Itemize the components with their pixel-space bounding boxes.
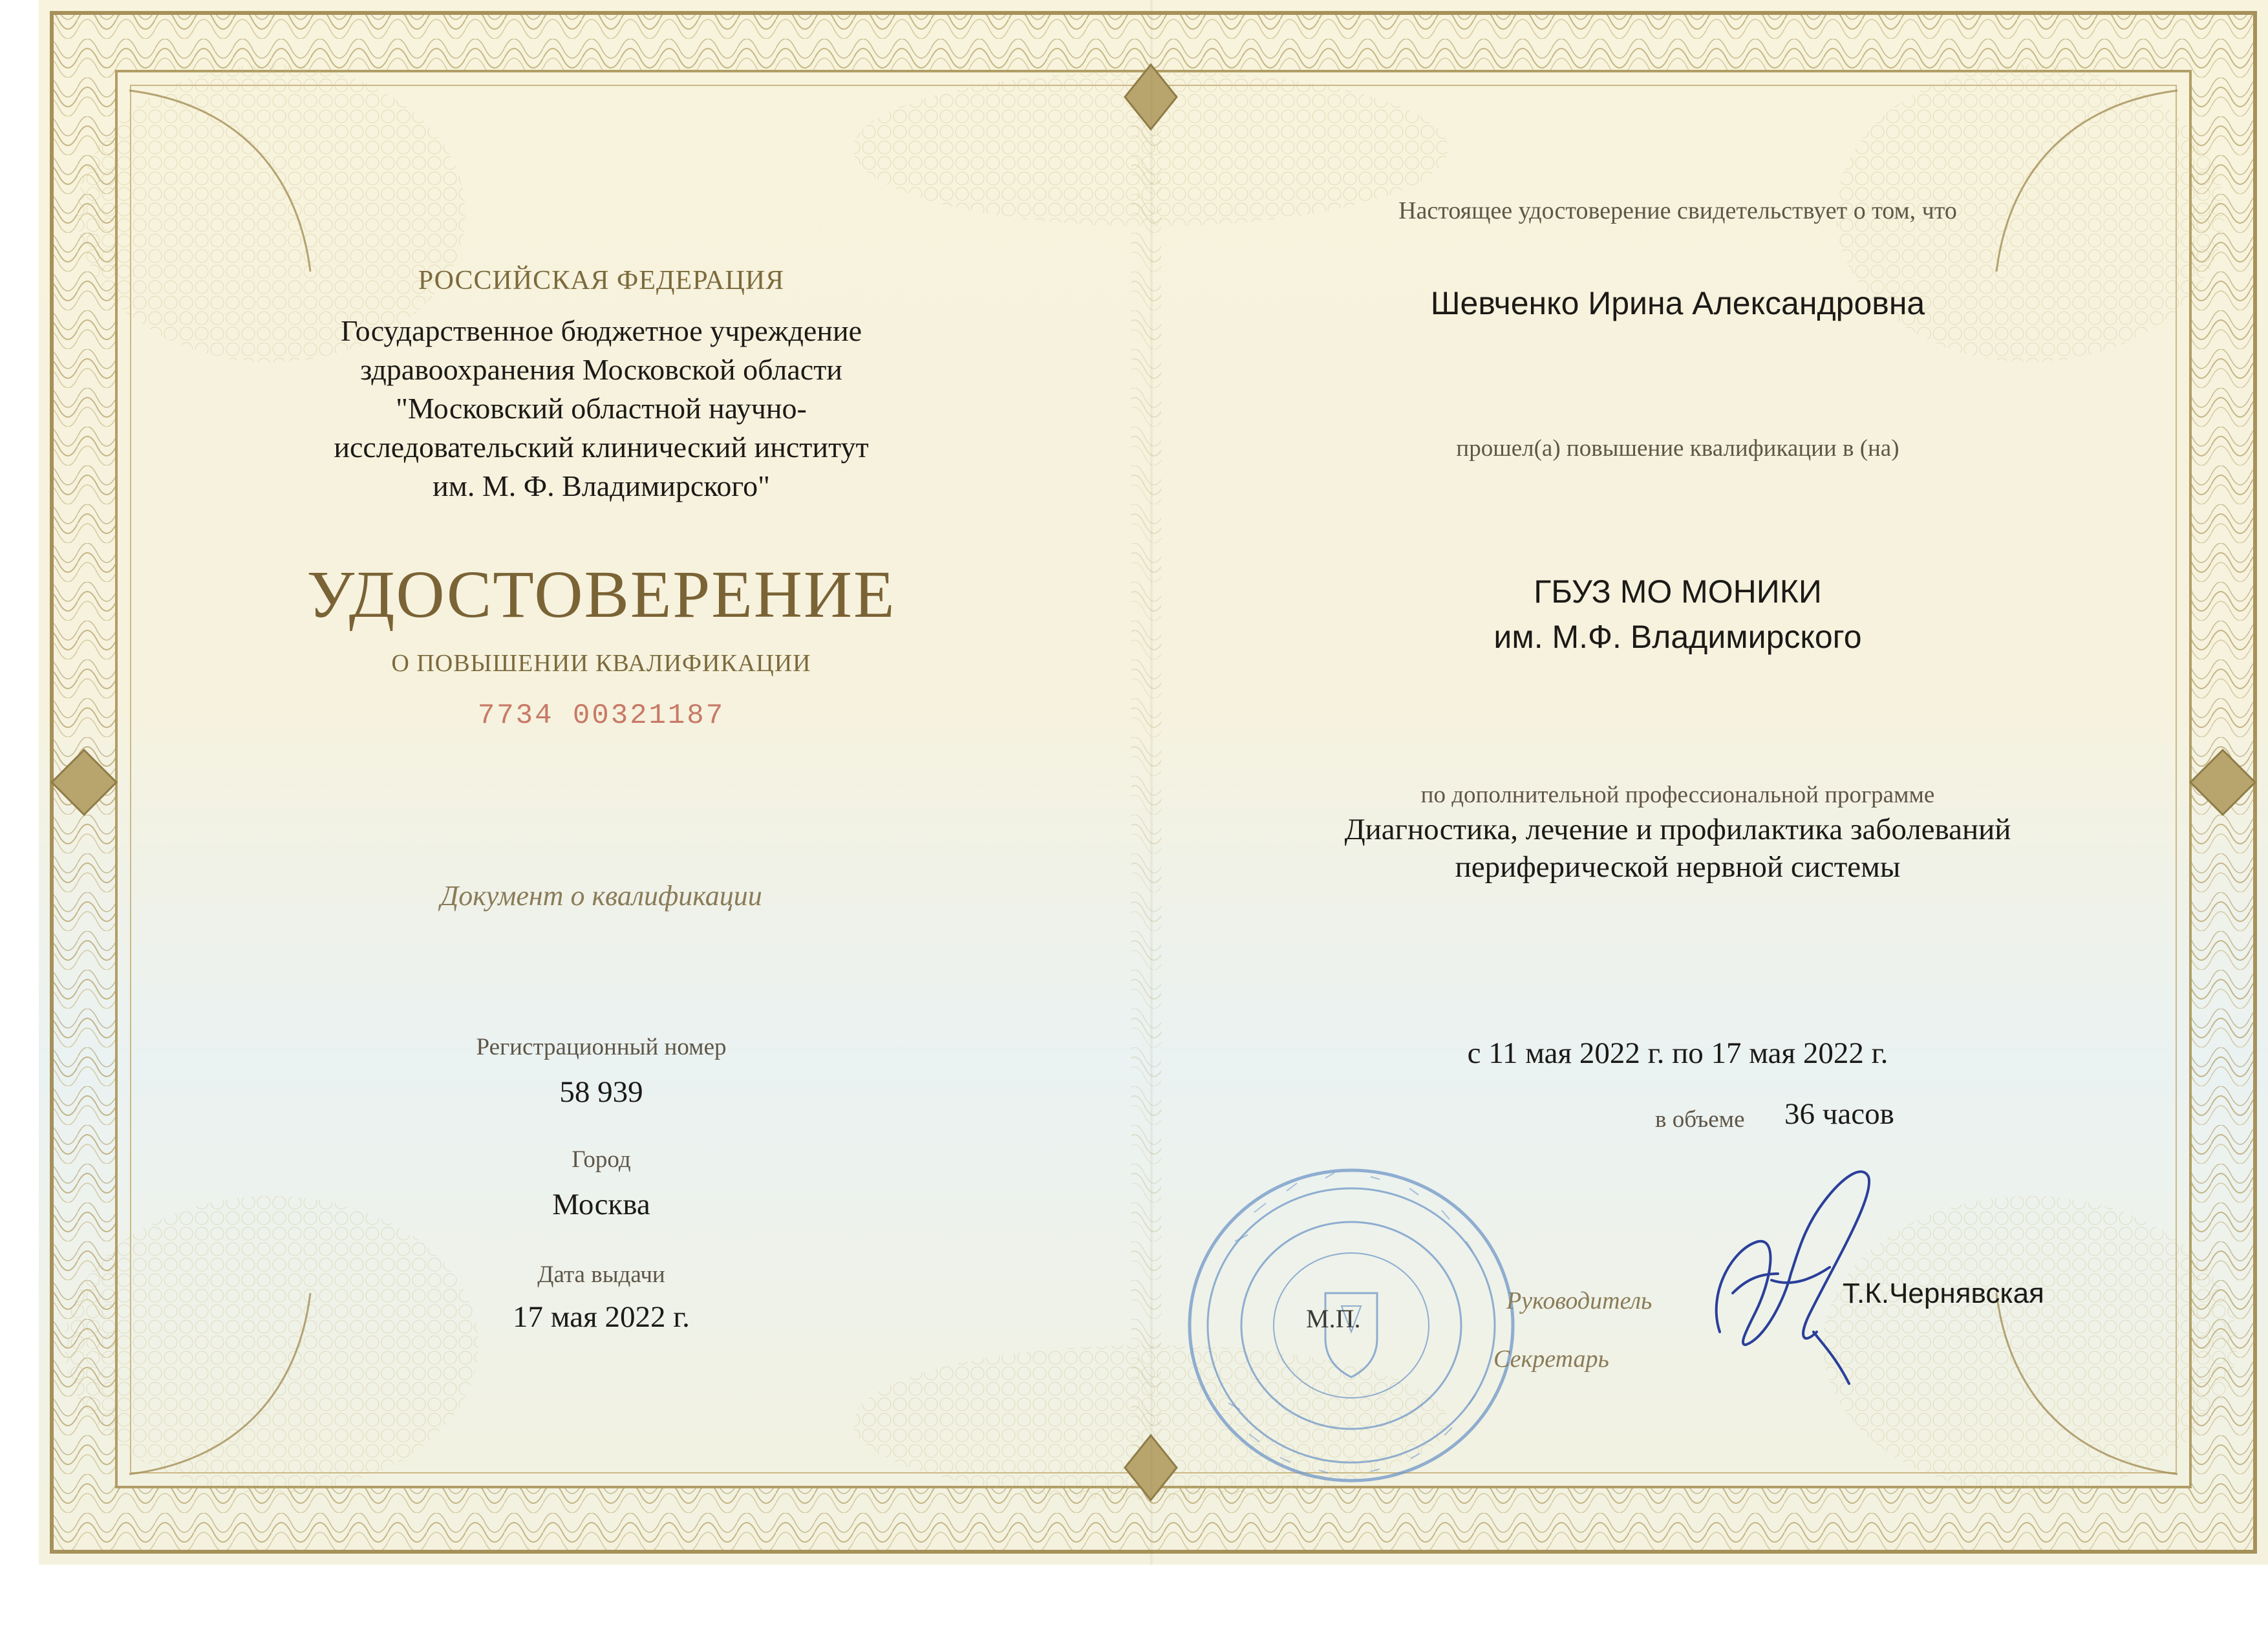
institution-line-3: "Московский областной научно- (396, 392, 807, 425)
city-value: Москва (552, 1188, 650, 1221)
program-line-2: периферической нервной системы (1455, 850, 1901, 884)
registration-number-label: Регистрационный номер (476, 1034, 727, 1060)
person-name: Шевченко Ирина Александровна (1430, 285, 1925, 321)
document-subtitle: О ПОВЫШЕНИИ КВАЛИФИКАЦИИ (391, 650, 811, 677)
passed-training-text: прошел(а) повышение квалификации в (на) (1456, 435, 1899, 462)
program-line-1: Диагностика, лечение и профилактика заболеваний (1344, 813, 2011, 846)
institution-line-5: им. М. Ф. Владимирского" (433, 469, 770, 502)
institution-line-1: Государственное бюджетное учреждение (341, 314, 862, 347)
volume-label: в объеме (1655, 1106, 1745, 1133)
institution-line-4: исследовательский клинический институт (334, 431, 869, 464)
organization-line-1: ГБУЗ МО МОНИКИ (1534, 573, 1822, 610)
document-title: УДОСТОВЕРЕНИЕ (306, 557, 896, 632)
city-label: Город (572, 1146, 631, 1173)
registration-number-value: 58 939 (559, 1075, 643, 1109)
certificate-intro: Настоящее удостоверение свидетельствует о том, что (1398, 197, 1957, 224)
head-name: Т.К.Чернявская (1843, 1278, 2044, 1309)
institution-line-2: здравоохранения Московской области (360, 353, 842, 386)
handwritten-signature (1694, 1151, 1901, 1397)
seal-place-label: М.П. (1306, 1304, 1361, 1333)
document-type: Документ о квалификации (440, 880, 762, 912)
issue-date-value: 17 мая 2022 г. (513, 1300, 690, 1334)
program-label: по дополнительной профессиональной программе (1420, 782, 1935, 808)
head-label: Руководитель (1506, 1287, 1653, 1314)
country-heading: РОССИЙСКАЯ ФЕДЕРАЦИЯ (418, 266, 785, 295)
issue-date-label: Дата выдачи (537, 1261, 665, 1288)
volume-value: 36 часов (1784, 1097, 1894, 1131)
serial-number: 7734 00321187 (477, 700, 725, 732)
secretary-label: Секретарь (1493, 1345, 1609, 1373)
training-period: с 11 мая 2022 г. по 17 мая 2022 г. (1467, 1036, 1888, 1070)
organization-line-2: им. М.Ф. Владимирского (1493, 619, 1862, 655)
